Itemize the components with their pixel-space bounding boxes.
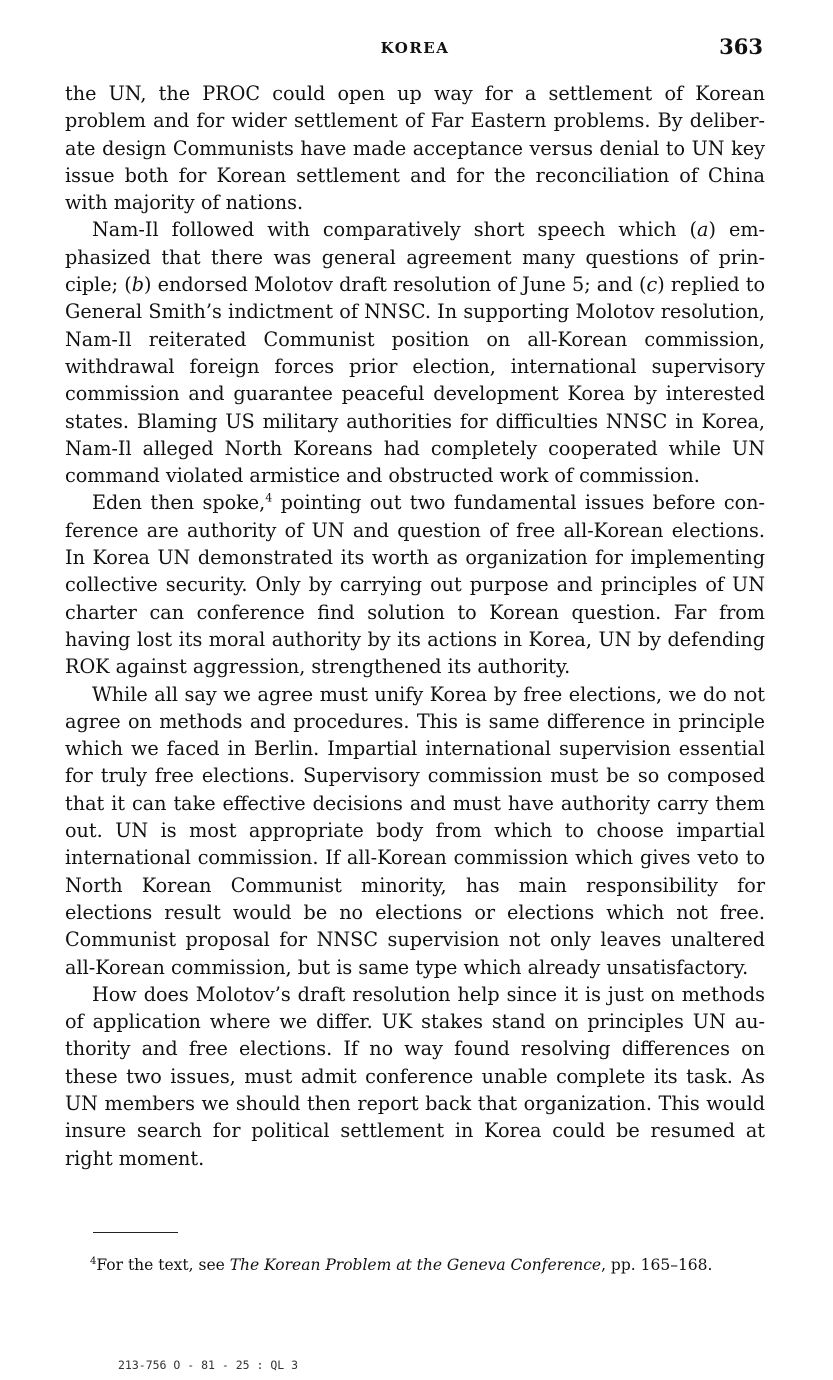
footnote <box>90 1252 780 1275</box>
footnote-divider <box>93 1232 178 1233</box>
paragraph-4: While all say we agree must unify Korea by free elections, we do not agree on methods and procedures. This is same difference in principle which we faced in Berlin. Impartial international supervision essential for truly free elections. Supervisory commission must be so composed that it can take effective decisions and must have authority carry them out. UN is most appropriate body from which to choose impartial international commission. If all-Korean commission which gives veto to North Korean Communist minority, has main responsibility for elections result would be no elections or elections which not free. Communist proposal for NNSC supervision not only leaves unaltered all-Korean commission, but is same type which already unsatisfactory. <box>65 682 765 979</box>
list-marker-a: a <box>696 218 709 242</box>
paragraph-2-text-a: Nam-Il followed with comparatively short speech which ( <box>92 218 697 242</box>
footnote-title: The Korean Problem at the Geneva Conference <box>229 1256 602 1275</box>
list-marker-c: c <box>646 273 658 297</box>
list-marker-b: b <box>131 273 145 297</box>
footnote-suffix: , pp. 165–168. <box>601 1256 713 1275</box>
body-text <box>65 80 765 1172</box>
print-code: 213-756 O - 81 - 25 : QL 3 <box>118 1358 299 1372</box>
paragraph-1: the UN, the PROC could open up way for a settlement of Korean problem and for wider settlement of Far Eastern problems. By deliberate design Communists have made acceptance versus denial to UN key issue both for Korean settlement and for the reconciliation of China with majority of nations. <box>65 82 765 215</box>
page-number: 363 <box>719 34 763 59</box>
running-title: KOREA <box>380 39 450 57</box>
footnote-prefix: For the text, see <box>96 1256 230 1275</box>
footnote-reference: 4 <box>265 492 273 506</box>
paragraph-2-text-b: ) emphasized that there was general agreement many questions of principle; ( <box>65 218 765 297</box>
paragraph-2 <box>65 216 765 489</box>
paragraph-3-text-a: Eden then spoke, <box>92 491 266 515</box>
paragraph-3-text-b: pointing out two fundamental issues before conference are authority of UN and question of free all-Korean elections. In Korea UN demonstrated its worth as organization for implementing collective security. Only by carrying out purpose and principles of UN charter can conference find solution to Korean question. Far from having lost its moral authority by its actions in Korea, UN by defending ROK against aggression, strengthened its authority. <box>65 491 765 679</box>
paragraph-2-text-c: ) endorsed Molotov draft resolution of June 5; and ( <box>144 273 647 297</box>
paragraph-5: How does Molotov’s draft resolution help since it is just on methods of application where we differ. UK stakes stand on principles UN authority and free elections. If no way found resolving differences on these two issues, must admit conference unable complete its task. As UN members we should then report back that organization. This would insure search for political settlement in Korea could be resumed at right moment. <box>65 982 765 1170</box>
paragraph-3 <box>65 489 765 680</box>
running-head <box>65 34 765 62</box>
footnote-marker: 4 <box>90 1256 97 1267</box>
paragraph-2-text-d: ) replied to General Smith’s indictment of NNSC. In supporting Molotov resolution, Nam-Il reiterated Communist position on all-Korean commission, withdrawal foreign forces prior election, international supervisory commission and guarantee peaceful development Korea by interested states. Blaming US military authorities for difficulties NNSC in Korea, Nam-Il alleged North Koreans had completely cooperated while UN command violated armistice and obstructed work of commission. <box>65 273 765 488</box>
